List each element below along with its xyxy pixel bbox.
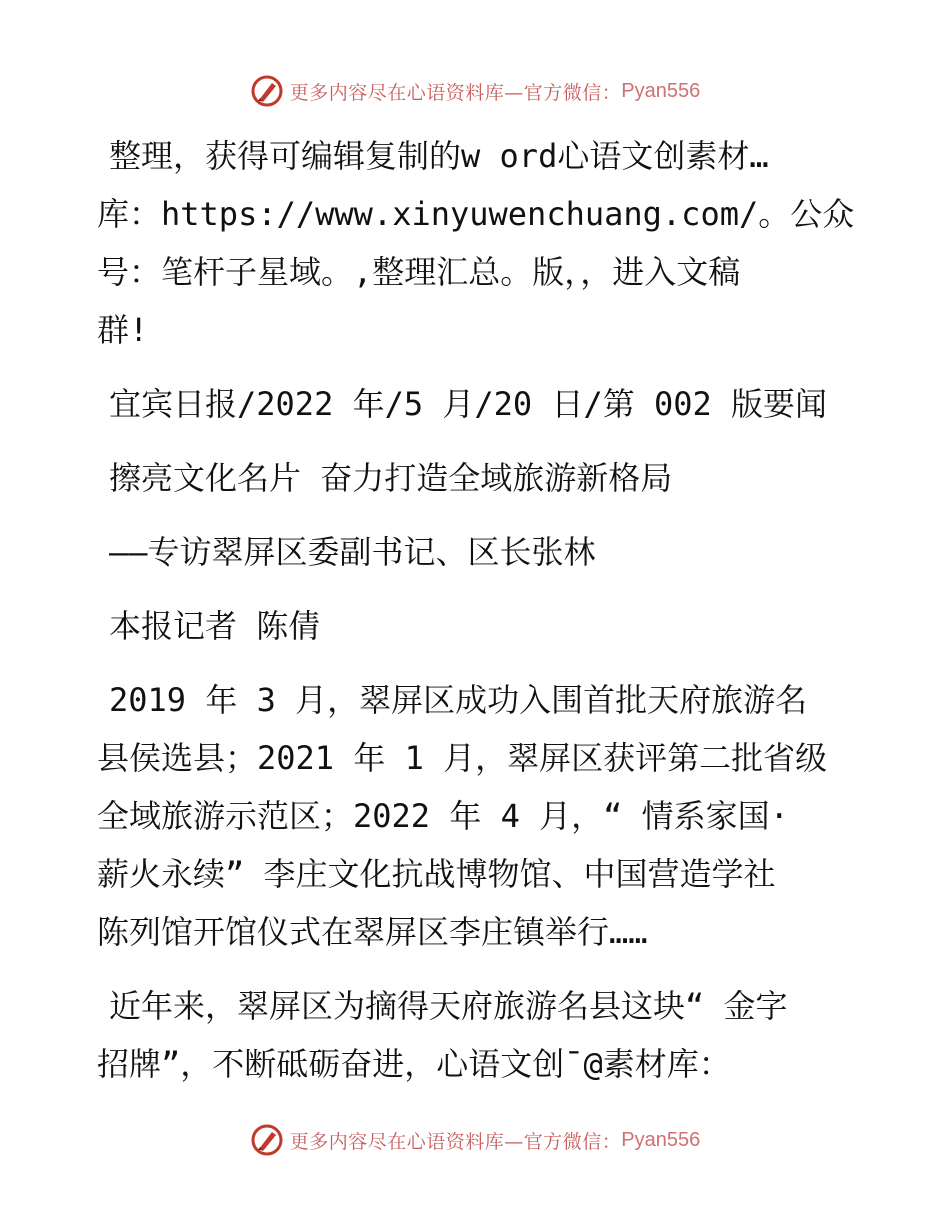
article-title [97, 449, 857, 507]
text-line: 薪火永续” 李庄文化抗战博物馆、中国营造学社 [97, 855, 776, 893]
pen-logo-icon [250, 74, 284, 108]
text-line: 近年来，翠屏区为摘得天府旅游名县这块“ 金字 [109, 987, 788, 1025]
banner-text: 更多内容尽在心语资料库—官方微信： [289, 81, 622, 104]
paragraph-body-1 [97, 671, 857, 961]
footer-watermark-banner [0, 1120, 950, 1160]
banner-wechat-id: Pyan556 [621, 1128, 701, 1151]
text-line: 宜宾日报/2022 年/5 月/20 日/第 002 版要闻 [109, 385, 828, 423]
text-line: 擦亮文化名片 奋力打造全域旅游新格局 [109, 459, 673, 497]
text-line: 全域旅游示范区；2022 年 4 月，“ 情系家国· [97, 797, 789, 835]
article-subtitle [97, 523, 857, 581]
text-line: 2019 年 3 月，翠屏区成功入围首批天府旅游名 [109, 681, 808, 719]
paragraph-intro [97, 127, 857, 359]
text-line: ——专访翠屏区委副书记、区长张林 [109, 533, 596, 571]
banner-wechat-id: Pyan556 [621, 79, 701, 102]
banner-text: 更多内容尽在心语资料库—官方微信： [289, 1130, 622, 1153]
text-line: 本报记者 陈倩 [109, 607, 321, 645]
header-watermark-banner [0, 71, 950, 111]
text-line: 号：笔杆子星域。,整理汇总。版，，进入文稿 [97, 253, 741, 291]
article-body [97, 127, 857, 1109]
text-line: 整理，获得可编辑复制的w ord心语文创素材… [109, 137, 769, 175]
text-line: 招牌”，不断砥砺奋进，心语文创¯@素材库： [97, 1045, 731, 1083]
pen-logo-icon [250, 1123, 284, 1157]
text-line: 陈列馆开馆仪式在翠屏区李庄镇举行…… [97, 913, 648, 951]
text-line: 群! [97, 311, 149, 349]
paragraph-body-2 [97, 977, 857, 1093]
text-line: 库：https://www.xinyuwenchuang.com/。公众 [97, 195, 855, 233]
article-byline [97, 597, 857, 655]
text-line: 县侯选县；2021 年 1 月，翠屏区获评第二批省级 [97, 739, 828, 777]
paragraph-source [97, 375, 857, 433]
